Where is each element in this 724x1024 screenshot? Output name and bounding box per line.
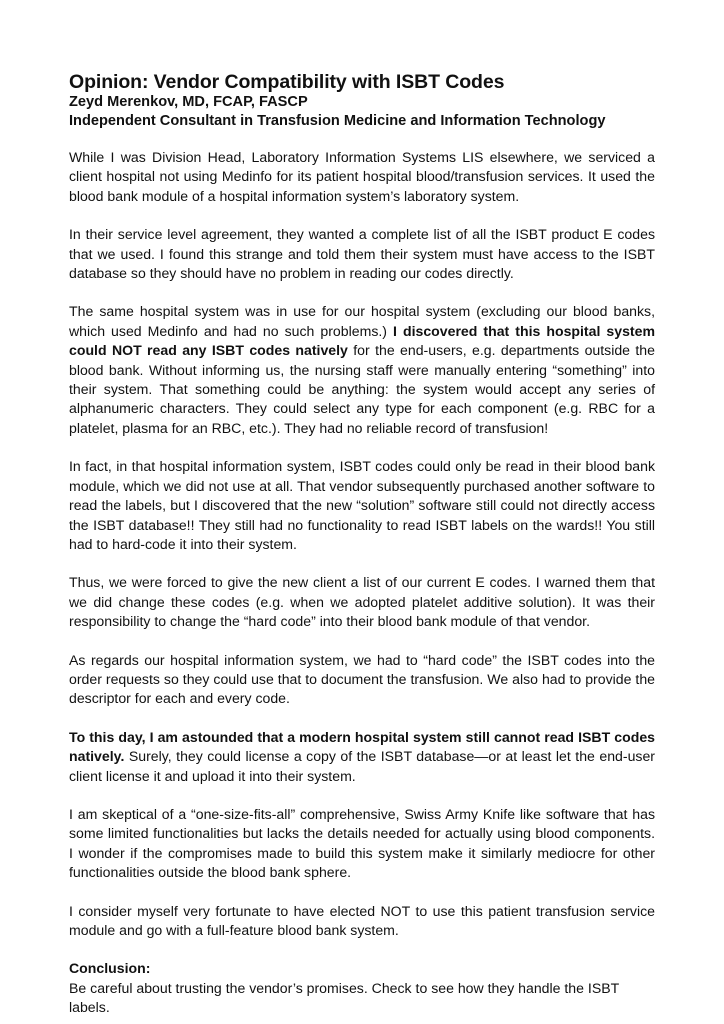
paragraph-text: As regards our hospital information system, we had to “hard code” the ISBT codes into the order requests so they could use that to document the transfusion. We also had to provide the descriptor for each and every code. <box>69 651 655 707</box>
article-body <box>69 148 655 1018</box>
paragraph-text: The same hospital system was in use for our hospital system (excluding our blood banks, which used Medinfo and had no such problems.) <box>69 303 655 339</box>
paragraph <box>69 573 655 631</box>
paragraph-text: I am skeptical of a “one-size-fits-all” comprehensive, Swiss Army Knife like software that has some limited functionalities but lacks the details needed for actually using blood components. I wonder if the compromises made to build this system make it similarly mediocre for other functionalities outside the blood bank sphere. <box>69 805 655 881</box>
paragraph <box>69 902 655 941</box>
emphasis-text: I discovered that this hospital system could NOT read any ISBT codes natively <box>69 322 655 359</box>
paragraph-text: Surely, they could license a copy of the ISBT database—or at least let the end-user client license it and upload it into their system. <box>69 748 655 784</box>
paragraph-text: Thus, we were forced to give the new client a list of our current E codes. I warned them that we did change these codes (e.g. when we adopted platelet additive solution). It was their responsibility to change the “hard code” into their blood bank module of that vendor. <box>69 574 655 630</box>
emphasis-text: To this day, I am astounded that a modern hospital system still cannot read ISBT codes natively. <box>69 728 655 765</box>
paragraph <box>69 148 655 206</box>
document-title: Opinion: Vendor Compatibility with ISBT Codes <box>69 71 505 93</box>
paragraph-text: In fact, in that hospital information system, ISBT codes could only be read in their blood bank module, which we did not use at all. That vendor subsequently purchased another software to read the labels, but I discovered that the new “solution” software still could not directly access the ISBT database!! They still had no functionality to read ISBT labels on the wards!! You still had to hard-code it into their system. <box>69 458 655 552</box>
paragraph <box>69 651 655 709</box>
paragraph <box>69 457 655 554</box>
paragraph <box>69 225 655 283</box>
author-line: Zeyd Merenkov, MD, FCAP, FASCP <box>69 94 308 110</box>
paragraph-text: While I was Division Head, Laboratory Information Systems LIS elsewhere, we serviced a client hospital not using Medinfo for its patient hospital blood/transfusion services. It used the blood bank module of a hospital information system’s laboratory system. <box>69 149 655 204</box>
paragraph <box>69 805 655 883</box>
author-affiliation: Independent Consultant in Transfusion Medicine and Information Technology <box>69 113 606 129</box>
paragraph-text: In their service level agreement, they wanted a complete list of all the ISBT product E codes that we used. I found this strange and told them their system must have access to the ISBT database so they should have no problem in reading our codes directly. <box>69 226 655 282</box>
paragraph <box>69 302 655 438</box>
paragraph-text: for the end-users, e.g. departments outside the blood bank. Without informing us, the nursing staff were manually entering “something” into their system. That something could be anything: the system would accept any series of alphanumeric characters. They could select any type for each component (e.g. RBC for a platelet, plasma for an RBC, etc.). They had no reliable record of transfusion! <box>69 342 655 436</box>
conclusion-heading: Conclusion: <box>69 960 151 977</box>
paragraph <box>69 728 655 786</box>
paragraph-text: I consider myself very fortunate to have elected NOT to use this patient transfusion service module and go with a full-feature blood bank system. <box>69 902 655 938</box>
conclusion-text: Be careful about trusting the vendor’s promises. Check to see how they handle the ISBT labels. <box>69 979 619 1016</box>
document-page <box>69 72 655 1018</box>
